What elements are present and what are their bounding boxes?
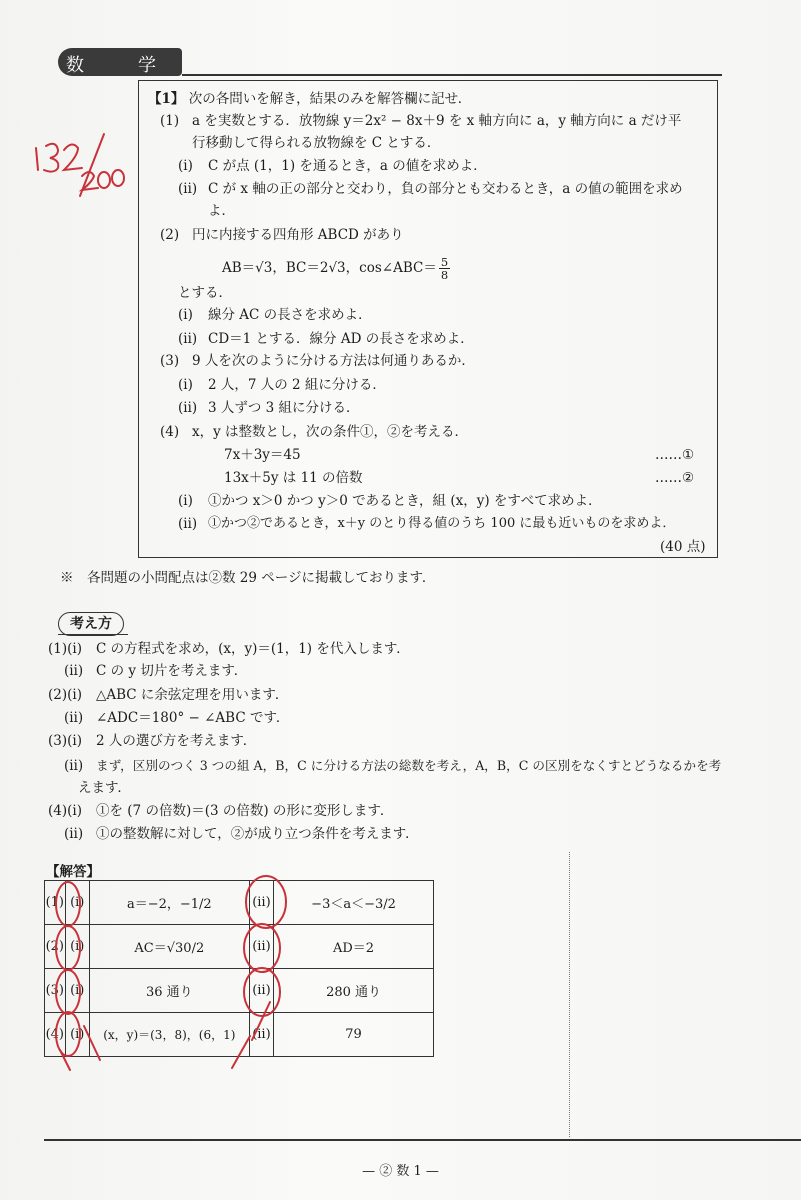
answer-sub: (ⅰ) — [65, 969, 89, 1013]
q2-given-prefix: AB＝√3，BC＝2√3，cos∠ABC＝ — [222, 260, 437, 276]
q4-eq2-tag: ……② — [655, 470, 695, 486]
subject-title: 数 学 — [66, 55, 174, 76]
q1-stem-a: a を実数とする．放物線 y＝2x² − 8x＋9 を x 軸方向に a，y 軸方向に a だけ平 — [192, 113, 682, 129]
answer-sub: (ⅱ) — [249, 1013, 273, 1057]
answer-value: 79 — [274, 1013, 434, 1057]
q4-num: (4) — [160, 424, 180, 440]
q4-stem: x，y は整数とし，次の条件①，②を考える． — [192, 424, 469, 440]
q2-tail: とする． — [178, 285, 232, 301]
q4-ii-text: ①かつ②であるとき，x＋y のとり得る値のうち 100 に最も近いものを求めよ． — [208, 516, 676, 531]
hint-text: まず，区別のつく 3 つの組 A，B，C に分ける方法の総数を考え，A，B，C の区別をなくすとどうなるかを考 — [96, 758, 722, 773]
answer-sub: (ⅰ) — [65, 1013, 89, 1057]
answer-no: (1) — [45, 881, 66, 925]
handwritten-score — [36, 134, 124, 196]
q2-given-num: 5 — [440, 255, 449, 269]
q2-given-den: 8 — [440, 268, 449, 282]
hint-label: (ⅱ) — [64, 663, 84, 679]
answer-sub: (ⅱ) — [249, 925, 273, 969]
hint-label: (ⅱ) — [64, 758, 84, 774]
points: (40 点) — [660, 539, 706, 555]
q4-eq1-tag: ……① — [655, 447, 695, 463]
hint-text: 2 人の選び方を考えます． — [96, 733, 257, 749]
question-intro: 次の各問いを解き，結果のみを解答欄に記せ． — [188, 91, 472, 107]
red-circle — [244, 968, 280, 1016]
q4-eq2: 13x＋5y は 11 の倍数 — [224, 470, 363, 486]
q3-stem: 9 人を次のように分ける方法は何通りあるか． — [192, 353, 475, 369]
q3-i-label: (ⅰ) — [178, 377, 193, 393]
q1-i-label: (ⅰ) — [178, 158, 193, 174]
answer-no: (4) — [45, 1013, 66, 1057]
hint-label: (1)(ⅰ) — [48, 641, 82, 657]
red-circle — [244, 924, 280, 972]
hint-label: (4)(ⅰ) — [48, 803, 82, 819]
q4-eq1: 7x＋3y＝45 — [224, 447, 301, 463]
answer-no: (3) — [45, 969, 66, 1013]
q2-ii-text: CD＝1 とする．線分 AD の長さを求めよ． — [208, 331, 474, 347]
q2-ii-label: (ⅱ) — [178, 331, 198, 347]
q3-ii-label: (ⅱ) — [178, 400, 198, 416]
hint-text: △ABC に余弦定理を用います． — [96, 687, 289, 703]
answer-value: 36 通り — [89, 969, 249, 1013]
q1-i-text: C が点 (1，1) を通るとき，a の値を求めよ． — [208, 158, 487, 174]
q2-i-label: (ⅰ) — [178, 307, 193, 323]
q1-ii-text-a: C が x 軸の正の部分と交わり，負の部分とも交わるとき，a の値の範囲を求め — [208, 181, 683, 197]
score-note: ※ 各問題の小問配点は②数 29 ページに掲載しております． — [60, 570, 436, 586]
hint-label: (3)(ⅰ) — [48, 733, 82, 749]
answer-sub: (ⅱ) — [249, 881, 273, 925]
kangaekata-title: 考え方 — [58, 612, 124, 636]
q2-i-text: 線分 AC の長さを求めよ． — [208, 307, 372, 323]
answer-value: 280 通り — [274, 969, 434, 1013]
answer-value: AD＝2 — [274, 925, 434, 969]
answer-value: AC＝√30/2 — [89, 925, 249, 969]
q3-ii-text: 3 人ずつ 3 組に分ける． — [208, 400, 360, 416]
q1-ii-text-b: よ． — [208, 203, 235, 219]
red-circle — [56, 970, 80, 1014]
hint-text: えます． — [78, 780, 131, 796]
q3-num: (3) — [160, 353, 180, 369]
q2-num: (2) — [160, 227, 180, 243]
answer-sub: (ⅰ) — [65, 881, 89, 925]
hint-text: C の y 切片を考えます． — [96, 663, 248, 679]
red-circle — [56, 926, 80, 970]
answer-value: a＝−2，−1/2 — [89, 881, 249, 925]
page-footer: — ② 数 1 — — [362, 1164, 439, 1179]
hint-text: C の方程式を求め，(x，y)＝(1，1) を代入します． — [96, 641, 410, 657]
red-circle — [246, 876, 286, 928]
answer-sub: (ⅱ) — [249, 969, 273, 1013]
question-heading: 【1】 — [148, 91, 185, 107]
hint-label: (ⅱ) — [64, 710, 84, 726]
hint-text: ①を (7 の倍数)＝(3 の倍数) の形に変形します． — [96, 803, 394, 819]
answer-value: −3＜a＜−3/2 — [274, 881, 434, 925]
hint-label: (ⅱ) — [64, 826, 84, 842]
q1-num: (1) — [160, 113, 180, 129]
q1-ii-label: (ⅱ) — [178, 181, 198, 197]
answer-value: (x，y)＝(3，8)，(6，1) — [89, 1013, 249, 1057]
answer-no: (2) — [45, 925, 66, 969]
q4-i-label: (ⅰ) — [178, 493, 193, 509]
q2-stem: 円に内接する四角形 ABCD があり — [192, 227, 404, 243]
hint-text: ①の整数解に対して，②が成り立つ条件を考えます． — [96, 826, 419, 842]
answers-title: 【解答】 — [46, 864, 100, 880]
q3-i-text: 2 人，7 人の 2 組に分ける． — [208, 377, 386, 393]
hint-text: ∠ADC＝180° − ∠ABC です． — [96, 710, 290, 726]
q4-i-text: ①かつ x＞0 かつ y＞0 であるとき，組 (x，y) をすべて求めよ． — [208, 493, 602, 509]
answer-sub: (ⅰ) — [65, 925, 89, 969]
q4-ii-label: (ⅱ) — [178, 516, 198, 532]
hint-label: (2)(ⅰ) — [48, 687, 82, 703]
red-circle — [56, 882, 80, 926]
q1-stem-b: 行移動して得られる放物線を C とする． — [192, 135, 441, 151]
